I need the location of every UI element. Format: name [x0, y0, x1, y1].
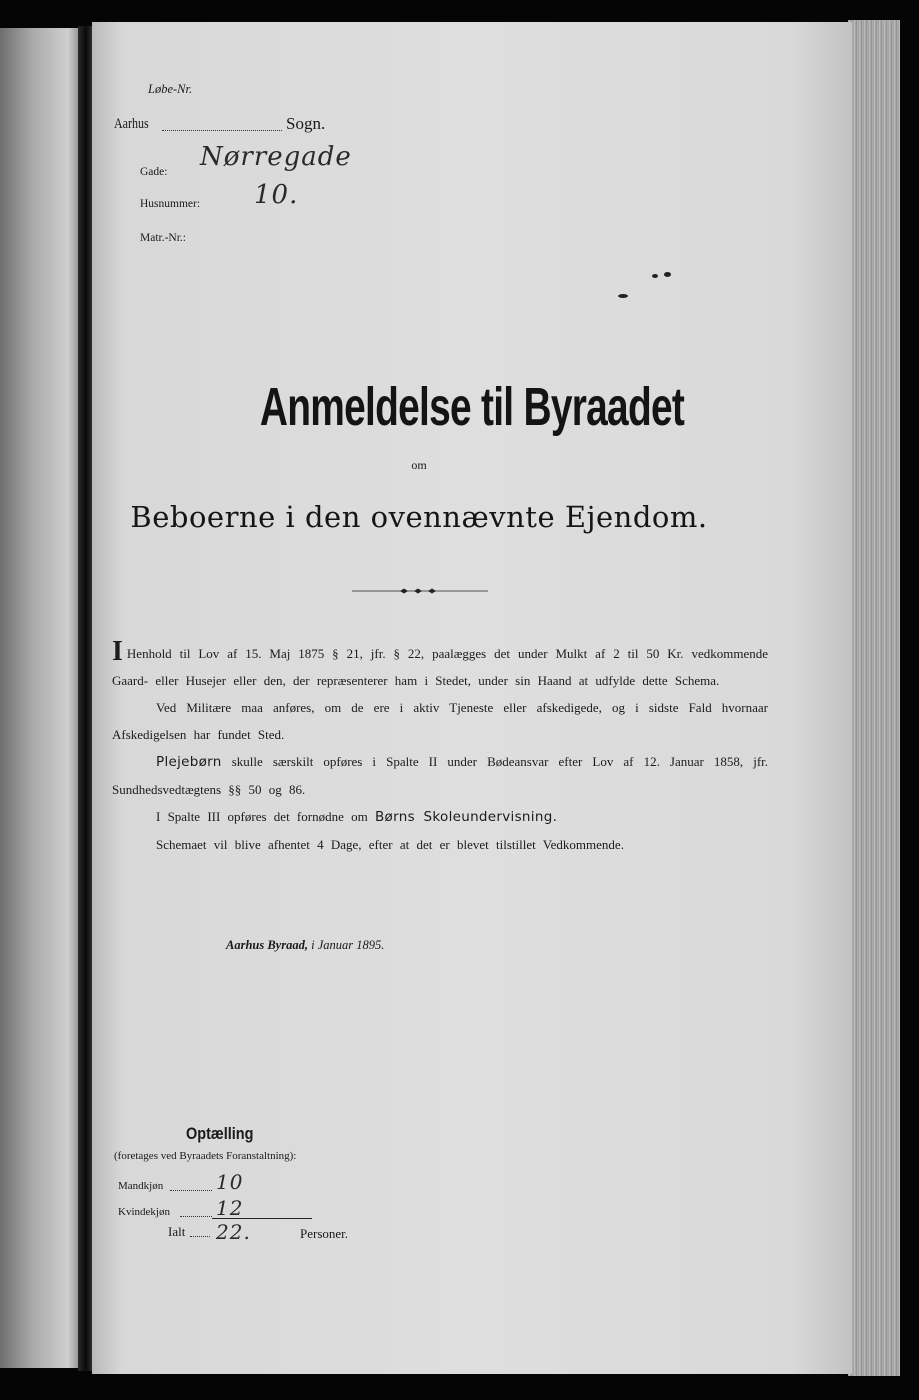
women-dotted-line [180, 1216, 212, 1217]
parish-dotted-line [162, 130, 282, 131]
parish-prefix: Aarhus [114, 116, 149, 132]
signature-date: i Januar 1895. [311, 938, 385, 952]
ink-stain [652, 274, 658, 278]
men-label: Mandkjøn [118, 1180, 164, 1192]
document-title: Anmeldelse til Byraadet [259, 377, 685, 437]
women-value: 12 [216, 1196, 244, 1220]
paragraph-2: Ved Militære maa anføres, om de ere i aktiv Tjeneste eller afskedigede, og i sidste Fald hvornaar Afskedigelsen har fundet Sted. [112, 700, 768, 742]
men-dotted-line [170, 1190, 212, 1191]
loebe-nr-label: Løbe-Nr. [148, 82, 193, 96]
paragraph-5: Schemaet vil blive afhentet 4 Dage, efter at det er blevet tilstillet Vedkommende. [156, 837, 624, 852]
street-value: Nørregade [200, 142, 352, 172]
paragraph-3 [112, 748, 768, 803]
count-note: (foretages ved Byraadets Foranstaltning): [114, 1150, 297, 1162]
om-wrapper [92, 458, 746, 473]
facing-page-edge [0, 28, 80, 1368]
house-number-value: 10. [254, 180, 299, 210]
paragraph-1 [112, 638, 768, 694]
om-word: om [411, 458, 427, 472]
women-label: Kvindekjøn [118, 1206, 170, 1218]
street-label: Gade: [140, 166, 168, 178]
paragraph-1-text: Henhold til Lov af 15. Maj 1875 § 21, jfr. § 22, paalægges det under Mulkt af 2 til 50 Kr. vedkommende Gaard- eller Husejer eller den, der repræsenterer ham i Stedet, under sin Haand at udfylde dette Schema. [112, 646, 768, 688]
ink-stain [664, 272, 671, 277]
instructions-body [112, 638, 768, 858]
count-title: Optælling [186, 1124, 254, 1143]
total-dotted-line [190, 1236, 210, 1237]
men-value: 10 [216, 1170, 244, 1194]
document-subtitle: Beboerne i den ovennævnte Ejendom. [130, 500, 708, 534]
persons-label: Personer. [300, 1226, 349, 1241]
sum-rule [212, 1218, 312, 1219]
title-wrapper [92, 376, 852, 438]
signature-name: Aarhus Byraad, [226, 938, 308, 952]
paragraph-3-text: skulle særskilt opføres i Spalte II under Bødeansvar efter Lov af 12. Januar 1858, jfr. Sundhedsvedtægtens §§ 50 og 86. [112, 754, 769, 797]
parish-suffix: Sogn. [286, 114, 326, 133]
house-number-label: Husnummer: [140, 198, 201, 210]
ink-stain [618, 294, 628, 298]
drop-initial: I [112, 636, 123, 667]
subtitle-wrapper [92, 500, 746, 534]
page-stack-edge [848, 20, 900, 1376]
ornament-divider [352, 588, 488, 594]
signature [226, 938, 384, 953]
total-label: Ialt [168, 1224, 186, 1239]
paragraph-4-emphasis: Børns Skoleundervisning. [374, 809, 558, 825]
paragraph-4 [112, 803, 768, 831]
paragraph-3-emphasis: Plejebørn [156, 754, 222, 770]
paragraph-4-text: I Spalte III opføres det fornødne om [156, 809, 368, 824]
matr-label: Matr.-Nr.: [140, 232, 186, 244]
total-value: 22. [216, 1220, 251, 1244]
